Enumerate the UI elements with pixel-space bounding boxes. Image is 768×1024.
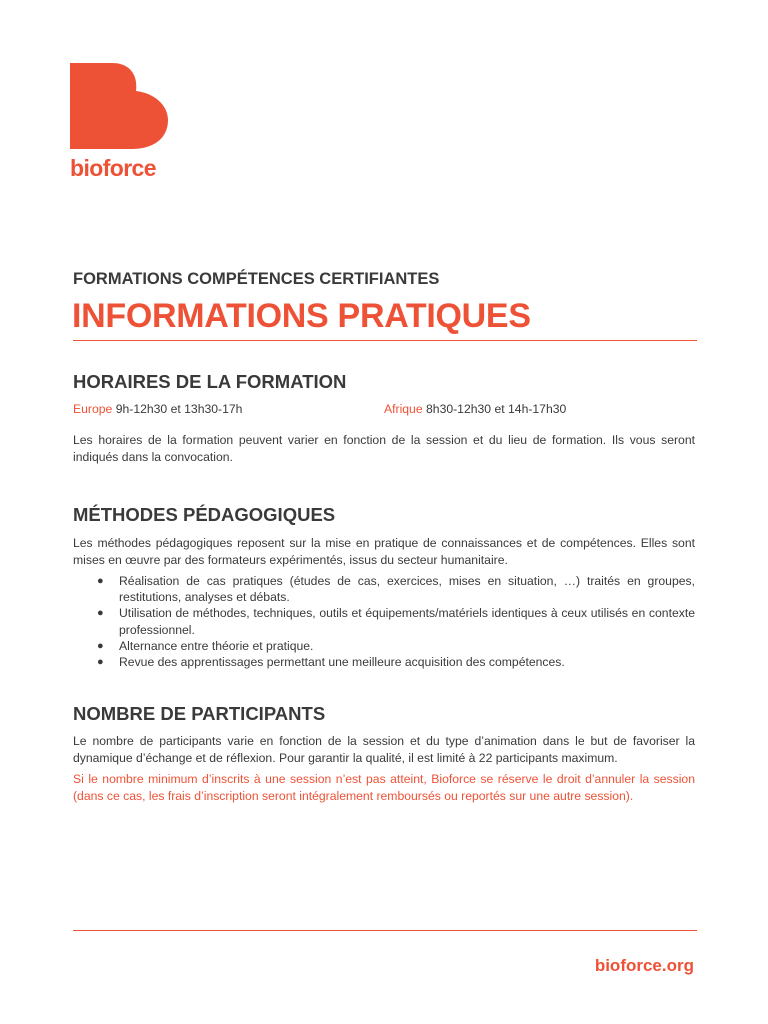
document-overtitle: FORMATIONS COMPÉTENCES CERTIFIANTES (73, 270, 440, 288)
section-heading-participants: NOMBRE DE PARTICIPANTS (73, 703, 326, 724)
list-item (73, 605, 695, 637)
page-title: INFORMATIONS PRATIQUES (72, 297, 531, 335)
hours-europe-value: 9h-12h30 et 13h30-17h (115, 402, 243, 416)
hours-note: Les horaires de la formation peuvent varier en fonction de la session et du lieu de formation. Ils vous seront indiqués dans la convocation. (73, 433, 695, 464)
hours-europe-label: Europe (73, 402, 113, 416)
hours-europe (73, 402, 242, 416)
website-link[interactable]: bioforce.org (594, 956, 694, 975)
logo-wordmark: bioforce (70, 155, 156, 181)
hours-afrique-value: 8h30-12h30 et 14h-17h30 (426, 402, 567, 416)
list-item-text: Revue des apprentissages permettant une meilleure acquisition des compétences. (119, 655, 565, 670)
list-item-text: Alternance entre théorie et pratique. (119, 638, 314, 653)
bullet-icon: ● (97, 656, 104, 669)
list-item (73, 654, 695, 670)
section-heading-horaires: HORAIRES DE LA FORMATION (73, 371, 347, 392)
list-item (73, 573, 695, 605)
section-heading-methodes: MÉTHODES PÉDAGOGIQUES (73, 504, 336, 525)
bullet-icon: ● (97, 607, 104, 620)
list-item (73, 638, 695, 654)
methodes-intro: Les méthodes pédagogiques reposent sur la mise en pratique de connaissances et de compétences. Elles sont mises en œuvre par des formateurs expérimentés, issus du secteur humanitaire. (73, 536, 695, 567)
bullet-icon: ● (97, 639, 104, 652)
bullet-icon: ● (97, 575, 104, 587)
participants-warning: Si le nombre minimum d’inscrits à une session n’est pas atteint, Bioforce se réserve le droit d’annuler la session (dans ce cas, les frais d’inscription seront intégralement remboursés ou reportés sur une autre session). (73, 772, 695, 803)
list-item-text: Réalisation de cas pratiques (études de cas, exercices, mises en situation, …) traités en groupes, restitutions, analyses et débats. (119, 574, 695, 605)
bioforce-b-mark-icon (70, 63, 170, 149)
hours-afrique (384, 402, 566, 416)
hours-afrique-label: Afrique (384, 402, 423, 416)
methodes-list (73, 573, 695, 670)
list-item-text: Utilisation de méthodes, techniques, outils et équipements/matériels identiques à ceux utilisés en contexte professionnel. (119, 606, 695, 637)
footer-divider (73, 930, 697, 931)
bioforce-logo (70, 63, 170, 181)
participants-text: Le nombre de participants varie en fonction de la session et du type d’animation dans le but de favoriser la dynamique d’échange et de réflexion. Pour garantir la qualité, il est limité à 22 participants maximum. (73, 734, 695, 765)
title-divider (73, 340, 697, 341)
